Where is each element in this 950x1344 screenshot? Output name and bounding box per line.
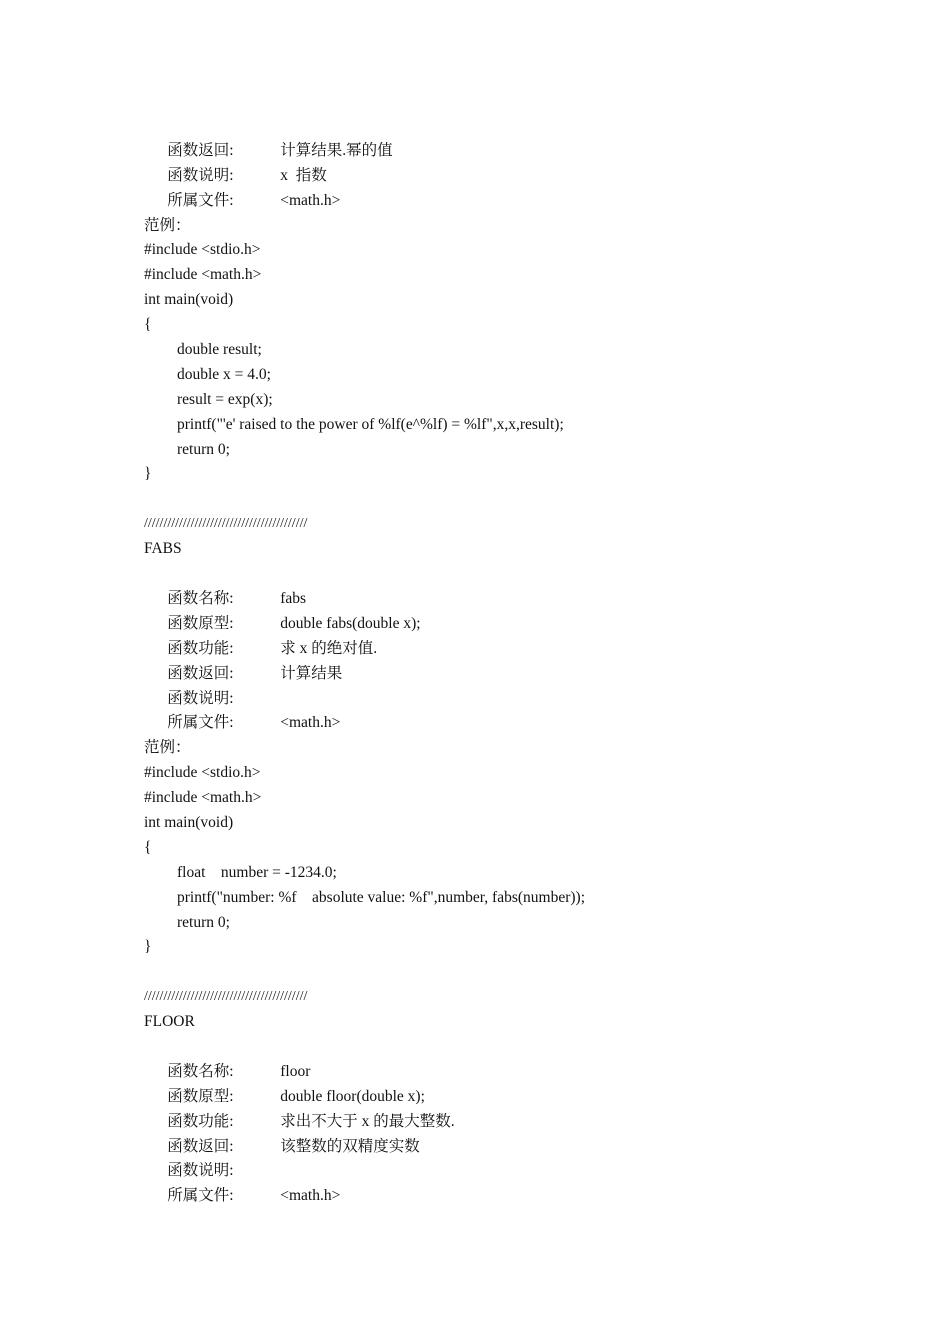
section-separator: ////////////////////////////////////////// — [144, 516, 308, 532]
field-label: 函数说明: — [167, 1162, 234, 1180]
field-value: <math.h> — [280, 1187, 341, 1205]
field-value: <math.h> — [280, 714, 341, 732]
code-line: double result; — [177, 341, 262, 359]
field-label: 函数返回: — [167, 1137, 234, 1155]
field-value: 计算结果.幂的值 — [280, 141, 393, 159]
field-label: 函数原型: — [167, 614, 234, 632]
field-value: double floor(double x); — [280, 1087, 425, 1105]
code-line: } — [144, 465, 152, 483]
code-line: #include <stdio.h> — [144, 764, 261, 782]
code-line: printf("'e' raised to the power of %lf(e^%lf) = %lf",x,x,result); — [177, 415, 564, 433]
code-line: } — [144, 938, 152, 956]
section-title: FLOOR — [144, 1013, 195, 1031]
exp-section — [144, 114, 904, 487]
blank-line — [144, 960, 904, 985]
document-page — [144, 114, 904, 1205]
code-line: return 0; — [177, 440, 230, 458]
code-block — [144, 761, 904, 960]
field-label: 函数功能: — [167, 639, 234, 657]
field-value: double fabs(double x); — [280, 614, 421, 632]
blank-line — [144, 487, 904, 512]
code-line: int main(void) — [144, 813, 234, 831]
fabs-section — [144, 512, 904, 960]
code-line: printf("number: %f absolute value: %f",number, fabs(number)); — [177, 888, 586, 906]
field-label: 所属文件: — [167, 191, 234, 209]
field-value: 计算结果 — [280, 664, 343, 682]
field-value: 该整数的双精度实数 — [280, 1137, 420, 1155]
code-line: { — [144, 838, 152, 856]
field-row — [144, 114, 904, 159]
field-label: 所属文件: — [167, 714, 234, 732]
field-value: 求出不大于 x 的最大整数. — [280, 1112, 455, 1130]
code-line: double x = 4.0; — [177, 365, 271, 383]
code-line: #include <stdio.h> — [144, 241, 261, 259]
code-line: float number = -1234.0; — [177, 863, 337, 881]
field-row — [144, 562, 904, 607]
code-line: return 0; — [177, 913, 230, 931]
field-label: 函数说明: — [167, 166, 234, 184]
field-label: 函数名称: — [167, 589, 234, 607]
field-label: 函数返回: — [167, 141, 234, 159]
code-line: int main(void) — [144, 291, 234, 309]
code-block — [144, 238, 904, 487]
floor-section — [144, 985, 904, 1205]
example-heading: 范例： — [144, 216, 191, 234]
example-heading: 范例： — [144, 739, 191, 757]
section-separator: ////////////////////////////////////////// — [144, 989, 308, 1005]
section-title: FABS — [144, 540, 182, 558]
field-label: 函数说明: — [167, 689, 234, 707]
code-line: #include <math.h> — [144, 789, 262, 807]
field-row — [144, 1035, 904, 1080]
field-label: 所属文件: — [167, 1187, 234, 1205]
field-value: floor — [280, 1062, 311, 1080]
field-label: 函数名称: — [167, 1062, 234, 1080]
field-value: <math.h> — [280, 191, 341, 209]
field-value: fabs — [280, 589, 307, 607]
code-line: #include <math.h> — [144, 266, 262, 284]
field-value: x 指数 — [280, 166, 327, 184]
field-label: 函数返回: — [167, 664, 234, 682]
field-label: 函数原型: — [167, 1087, 234, 1105]
field-value: 求 x 的绝对值. — [280, 639, 378, 657]
code-line: { — [144, 316, 152, 334]
field-label: 函数功能: — [167, 1112, 234, 1130]
code-line: result = exp(x); — [177, 390, 273, 408]
